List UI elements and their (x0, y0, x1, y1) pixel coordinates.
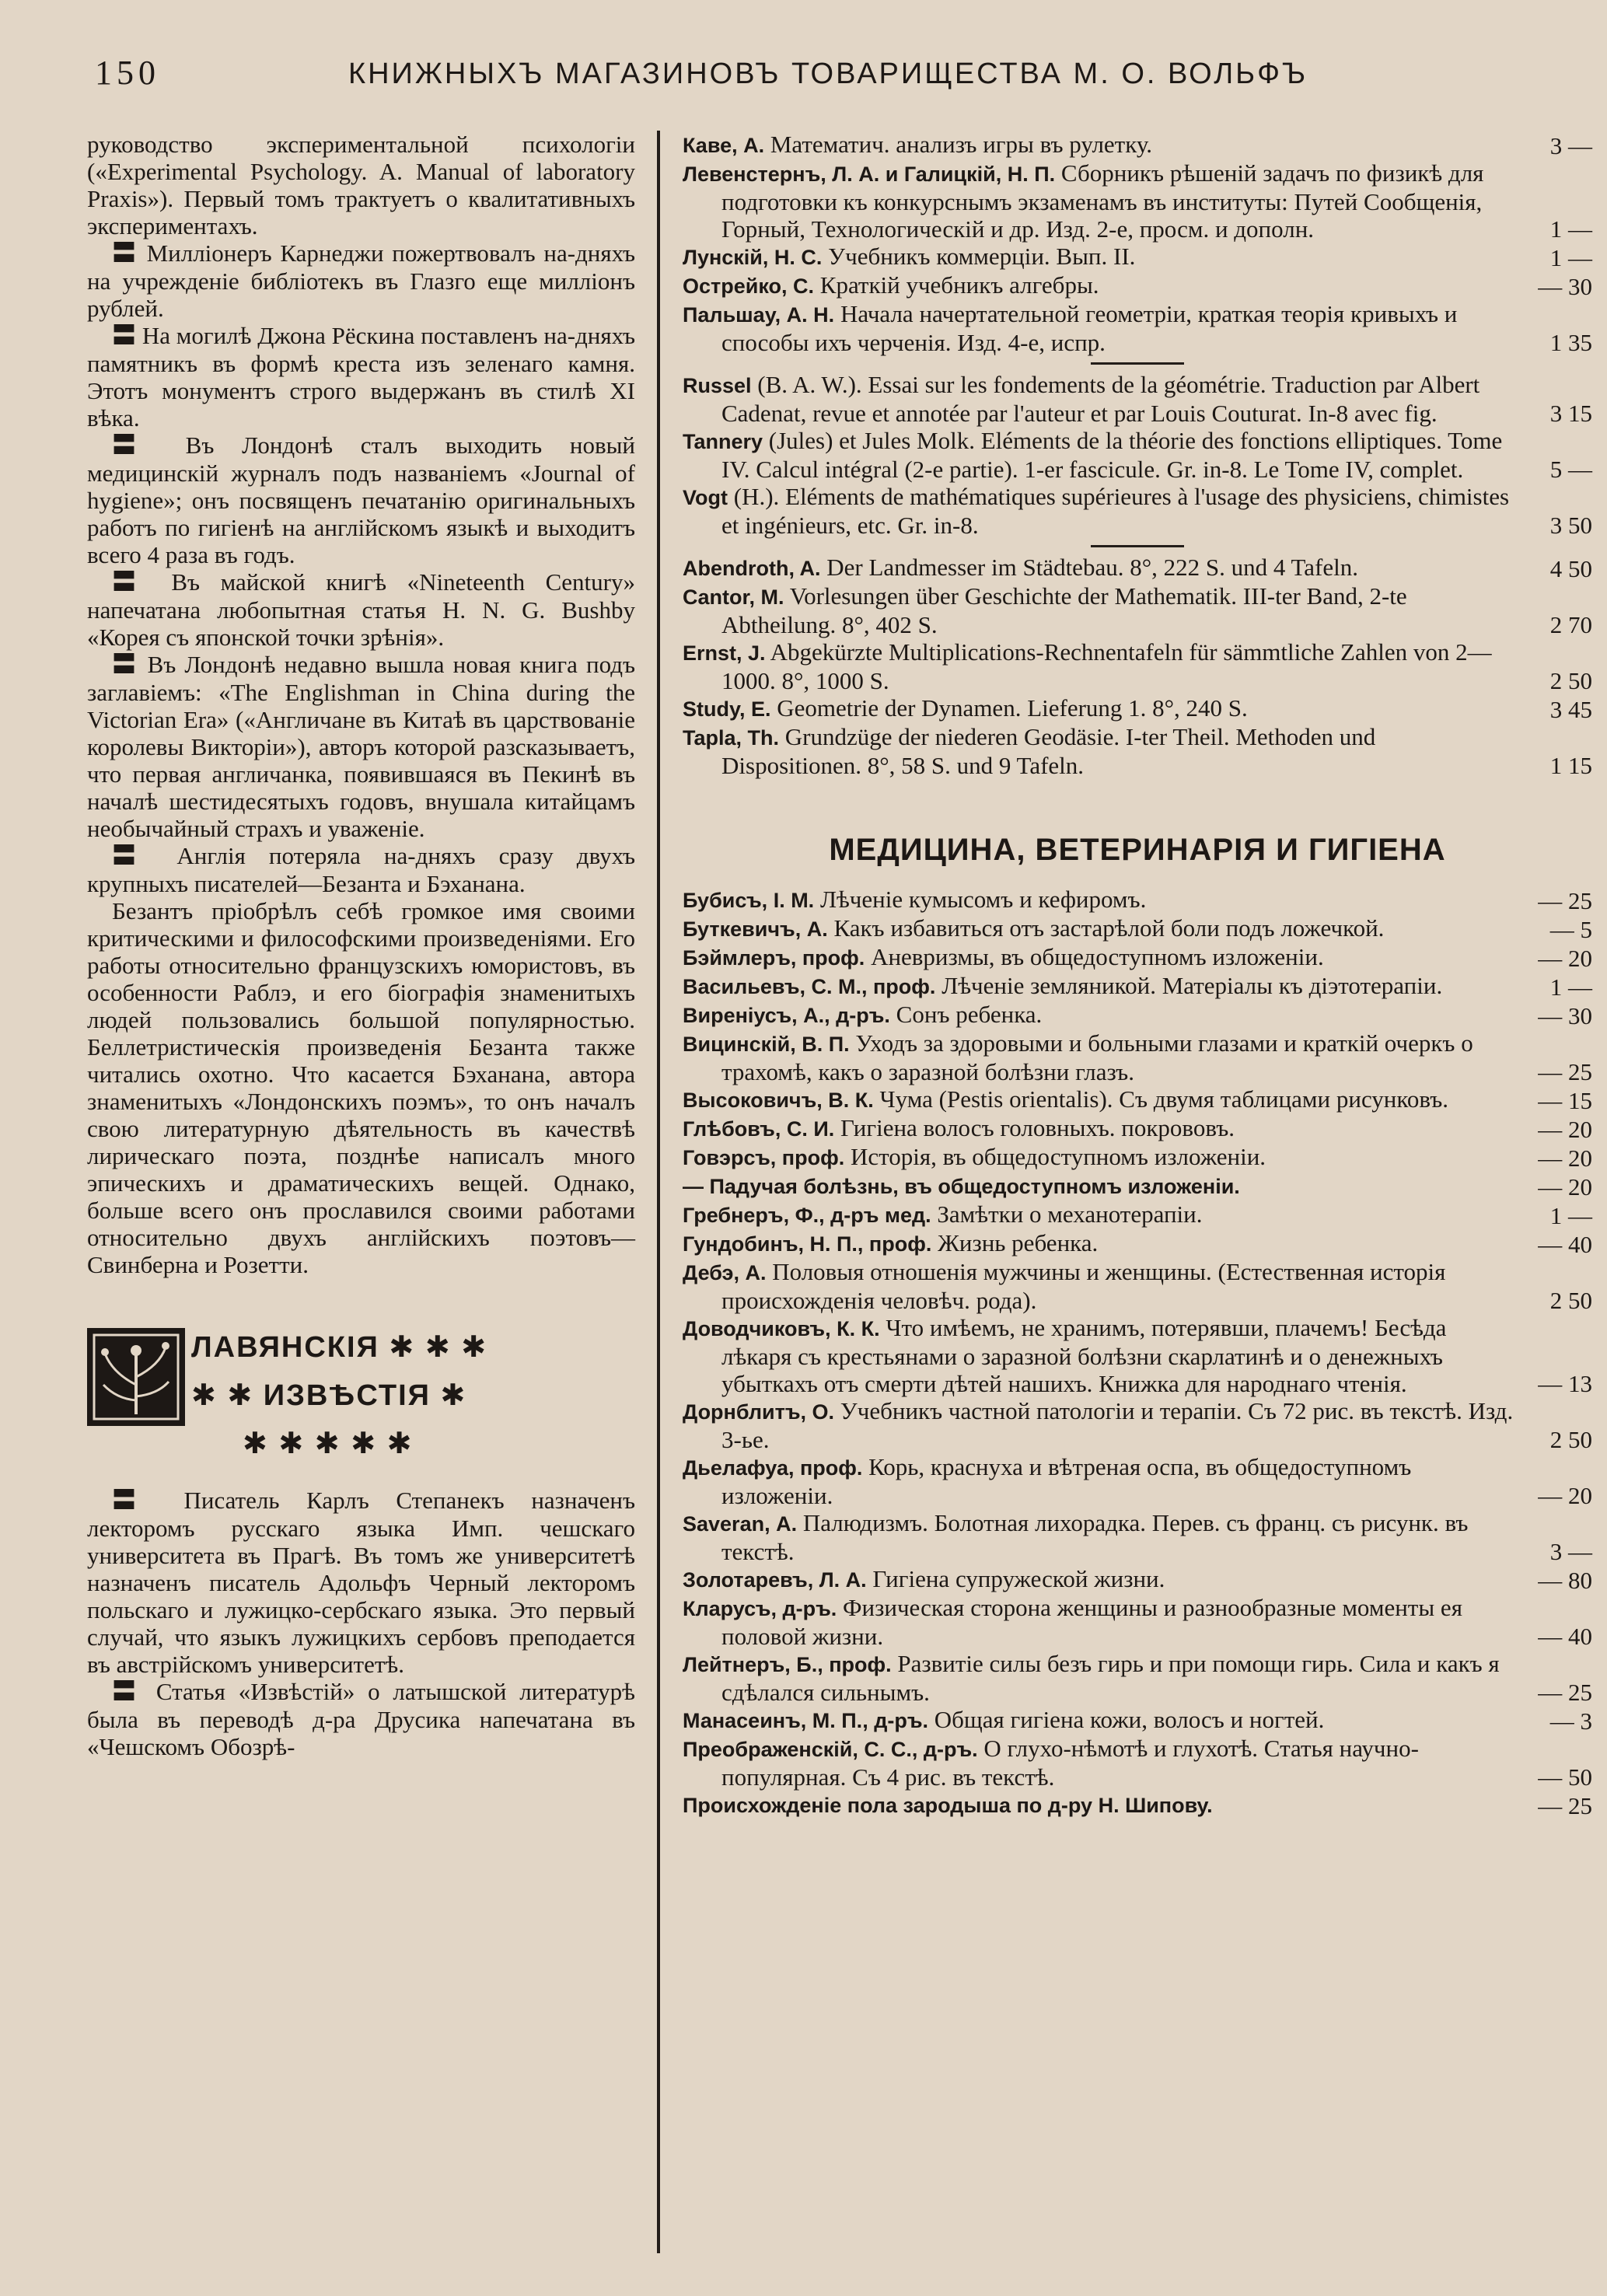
news-item (87, 239, 635, 322)
entry-price: 1 — (1549, 244, 1592, 271)
entry-author: Пальшау, А. Н. (683, 303, 835, 327)
entry-author: Ernst, J. (683, 641, 766, 665)
catalog-entry (683, 371, 1592, 427)
entry-author: Лунскій, Н. С. (683, 246, 823, 269)
entry-title: Физическая сторона женщины и разнообразные моменты ея половой жизни. (721, 1594, 1462, 1650)
news-item (87, 842, 635, 897)
entry-title: Замѣтки о механотерапіи. (937, 1200, 1203, 1228)
entry-title: (Jules) et Jules Molk. Eléments de la théorie des fonctions elliptiques. Tome IV. Calcul intégral (2-e partie). 1-er fascicule. Gr. in-8. Le Tome IV, complet. (721, 427, 1503, 483)
catalog-entry (683, 271, 1592, 300)
column-divider (657, 131, 660, 2253)
entry-title: Развитіе силы безъ гирь и при помощи гирь. Сила и какъ я сдѣлался сильнымъ. (721, 1650, 1500, 1706)
entry-title: Чума (Pestis orientalis). Съ двумя таблицами рисунковъ. (879, 1085, 1449, 1113)
entry-title: Grundzüge der niederen Geodäsie. I-ter Theil. Methoden und Dispositionen. 8°, 58 S. und 9 Tafeln. (721, 723, 1376, 779)
group-separator (1091, 362, 1184, 365)
entry-price: — 3 (1549, 1707, 1592, 1735)
catalog-entry (683, 1229, 1592, 1258)
right-column (683, 131, 1592, 1819)
page-number: 150 (95, 54, 160, 92)
entry-price: — 50 (1538, 1763, 1592, 1791)
slavic-heading-line: ✱ ✱ ИЗВѢСТІЯ ✱ (191, 1379, 467, 1412)
catalog-entry (683, 638, 1592, 694)
entry-title: Сборникъ рѣшеній задачъ по физикѣ для подготовки къ конкурснымъ экзаменамъ въ институты: Путей Сообщенія, Горный, Технологическій и др. Изд. 2-е, просм. и дополн. (721, 159, 1484, 243)
entry-title: Палюдизмъ. Болотная лихорадка. Перев. съ франц. съ рисунк. въ текстѣ. (721, 1509, 1469, 1565)
catalog-entry (683, 1735, 1592, 1791)
entry-author: Дьелафуа, проф. (683, 1456, 863, 1480)
entry-price: — 25 (1538, 1058, 1592, 1085)
news-mark-icon: 〓 (112, 842, 154, 870)
news-mark-icon: 〓 (112, 239, 138, 267)
entry-price: — 5 (1549, 916, 1592, 943)
catalog-entry (683, 1200, 1592, 1229)
entry-price: — 40 (1538, 1623, 1592, 1650)
catalog-entry (683, 943, 1592, 972)
entry-price: — 20 (1538, 1173, 1592, 1200)
news-list (87, 239, 635, 1278)
news-item (87, 322, 635, 432)
news-mark-icon: 〓 (112, 1487, 157, 1515)
entry-price: 3 45 (1549, 696, 1592, 723)
entry-author: Васильевъ, С. М., проф. (683, 975, 936, 998)
entry-author: Высоковичъ, В. К. (683, 1089, 874, 1112)
news-text: Въ Лондонѣ недавно вышла новая книга подъ заглавіемъ: «The Englishman in China during the Victorian Era» («Англичане въ Китаѣ въ царствованіе королевы Викторіи»), авторъ которой разсказываетъ, что первая англичанка, появившаяся въ Пекинѣ въ началѣ шестидесятыхъ годовъ, внушала китайцамъ необычайный страхъ и уваженіе. (87, 651, 636, 842)
entry-author: Бэймлеръ, проф. (683, 946, 865, 970)
entry-price: 1 35 (1549, 329, 1592, 356)
news-text: Англія потеряла на-дняхъ сразу двухъ крупныхъ писателей—Безанта и Бэханана. (87, 842, 636, 897)
news-item (87, 432, 635, 568)
catalog-entry (683, 1314, 1592, 1397)
opening-paragraph: руководство экспериментальной психологіи («Experimental Psychology. A. Manual of laboratory Praxis»). Первый томъ трактуетъ о квалитативныхъ экспериментахъ. (87, 131, 635, 239)
news-text: На могилѣ Джона Рёскина поставленъ на-дняхъ памятникъ въ формѣ креста изъ зеленаго камня. Этотъ монументъ строго выдержанъ въ стилѣ XI вѣка. (87, 322, 636, 432)
catalog-entry (683, 159, 1592, 243)
entry-title: (B. A. W.). Essai sur les fondements de la géométrie. Traduction par Albert Cadenat, revue et annotée par l'auteur et par Louis Couturat. In-8 avec fig. (721, 371, 1480, 427)
entry-title: Abgekürzte Multiplications-Rechnentafeln für sämmtliche Zahlen von 2—1000. 8°, 1000 S. (721, 638, 1492, 694)
entry-price: — 13 (1538, 1370, 1592, 1397)
entry-price: 5 — (1549, 456, 1592, 483)
entry-title: Что имѣемъ, не хранимъ, потерявши, плачемъ! Бесѣда лѣкаря съ крестьянами о заразной болѣзни скарлатинѣ и о денежныхъ убыткахъ отъ смерти дѣтей нашихъ. Книжка для народнаго чтенія. (721, 1314, 1447, 1397)
entry-author: Saveran, А. (683, 1512, 798, 1536)
section-title: МЕДИЦИНА, ВЕТЕРИНАРІЯ И ГИГІЕНА (829, 833, 1446, 867)
entry-author: Cantor, M. (683, 585, 784, 609)
catalog-entry (683, 1650, 1592, 1706)
news-item (87, 1678, 635, 1760)
entry-title: (H.). Eléments de mathématiques supérieures à l'usage des physiciens, chimistes et ingénieurs, etc. Gr. in-8. (721, 483, 1510, 539)
entry-author: Дорнблитъ, О. (683, 1400, 835, 1424)
entry-price: — 25 (1538, 1792, 1592, 1819)
news-text: Милліонеръ Карнеджи пожертвовалъ на-дняхъ на учрежденіе библіотекъ въ Глазго еще милліонъ рублей. (87, 239, 635, 322)
entry-author: Доводчиковъ, К. К. (683, 1317, 880, 1340)
catalog-entry (683, 1509, 1592, 1565)
catalog-entry (683, 1397, 1592, 1453)
news-mark-icon: 〓 (112, 1678, 144, 1706)
slavic-news-heading (87, 1328, 635, 1476)
catalog-entry (683, 1172, 1592, 1200)
catalog-entry (683, 243, 1592, 271)
catalog-entry (683, 1001, 1592, 1029)
catalog-entry (683, 886, 1592, 914)
entry-title: Гигіена волосъ головныхъ. покрововъ. (840, 1114, 1235, 1141)
entry-author: Каве, А. (683, 134, 765, 157)
entry-author: Abendroth, A. (683, 557, 821, 580)
entry-price: — 30 (1538, 273, 1592, 300)
entry-title: Geometrie der Dynamen. Lieferung 1. 8°, 240 S. (777, 694, 1248, 722)
news-text: Въ майской книгѣ «Nineteenth Century» напечатана любопытная статья H. N. G. Bushby «Корея съ японской точки зрѣнія». (87, 568, 635, 651)
entry-title: Аневризмы, въ общедоступномъ изложеніи. (871, 943, 1324, 970)
entry-price: — 25 (1538, 887, 1592, 914)
catalog-entry (683, 483, 1592, 539)
page-header (86, 47, 1570, 101)
entry-author: Вицинскій, В. П. (683, 1033, 850, 1056)
entry-title: Уходъ за здоровыми и больными глазами и краткій очеркъ о трахомѣ, какъ о заразной болѣзни глазъ. (721, 1029, 1473, 1085)
entry-price: — 15 (1538, 1087, 1592, 1114)
entry-author: Бубисъ, I. M. (683, 889, 815, 912)
entry-title: Vorlesungen über Geschichte der Mathematik. III-ter Band, 2-te Abtheilung. 8°, 402 S. (721, 582, 1407, 638)
entry-price: — 20 (1538, 1482, 1592, 1509)
catalog-entry (683, 1085, 1592, 1114)
entry-author: Tapla, Th. (683, 726, 780, 750)
entry-price: — 25 (1538, 1679, 1592, 1706)
entry-author: Гундобинъ, Н. П., проф. (683, 1232, 932, 1256)
news-item (87, 1487, 635, 1678)
news-text: Въ Лондонѣ сталъ выходить новый медицинскій журналъ подъ названіемъ «Journal of hygiene»; онъ посвященъ печатанію оригинальныхъ работъ по гигіенѣ на англійскомъ языкѣ и выходитъ всего 4 раза въ годъ. (87, 432, 636, 568)
entry-price: 1 — (1549, 973, 1592, 1001)
news-text: Писатель Карлъ Степанекъ назначенъ лекторомъ русскаго языка Имп. чешскаго университета въ Прагѣ. Въ томъ же университетѣ назначенъ писатель Адольфъ Черный лекторомъ польскаго и лужицко-сербскаго языка. Это первый случай, что языкъ лужицкихъ сербовъ преподается въ австрійскомъ университетѣ. (87, 1487, 636, 1678)
news-item (87, 568, 635, 651)
entry-price: — 20 (1538, 1145, 1592, 1172)
news-mark-icon: 〓 (112, 568, 151, 596)
news-mark-icon: 〓 (112, 651, 139, 679)
entry-author: Tannery (683, 430, 763, 453)
entry-price: — 20 (1538, 1116, 1592, 1143)
catalog-entry (683, 1029, 1592, 1085)
entry-title: Учебникъ коммерціи. Вып. II. (828, 243, 1136, 270)
entry-author: Глѣбовъ, С. И. (683, 1117, 835, 1141)
entry-title: Жизнь ребенка. (938, 1229, 1099, 1256)
entry-title: Der Landmesser im Städtebau. 8°, 222 S. und 4 Tafeln. (826, 554, 1359, 581)
catalog-entry (683, 1143, 1592, 1172)
entry-author: Дебэ, А. (683, 1261, 767, 1284)
entry-price: 1 — (1549, 215, 1592, 243)
entry-title: Какъ избавиться отъ застарѣлой боли подъ ложечкой. (833, 914, 1385, 942)
catalog-entry (683, 554, 1592, 582)
entry-price: 2 70 (1549, 611, 1592, 638)
entry-price: 3 50 (1549, 512, 1592, 539)
slavic-heading-line: ЛАВЯНСКІЯ ✱ ✱ ✱ (191, 1331, 488, 1364)
entry-price: — 20 (1538, 945, 1592, 972)
catalog-entry (683, 1791, 1592, 1819)
catalog-entry (683, 1258, 1592, 1314)
entry-author: Говэрсъ, проф. (683, 1146, 845, 1169)
besant-paragraph: Безантъ пріобрѣлъ себѣ громкое имя своими критическими и философскими произведеніями. Его работы относительно французскихъ юмористовъ, въ особенности Раблэ, и его біографія знаменитыхъ людей пользовались большой популярностью. Беллетристическія произведенія Безанта также читались охотно. Что касается Бэханана, автора знаменитыхъ «Лондонскихъ поэмъ», то онъ началъ свою литературную дѣятельность въ качествѣ лирическаго поэта, позднѣе написалъ много эпическихъ и драматическихъ вещей. Однако, больше всего онъ прославился своими работами относительно двухъ англійскихъ поэтовъ—Свинберна и Розетти. (87, 897, 635, 1278)
catalog-entry (683, 1706, 1592, 1735)
news-mark-icon: 〓 (112, 432, 158, 460)
entry-title: Учебникъ частной патологіи и терапіи. Съ 72 рис. въ текстѣ. Изд. 3-ье. (721, 1397, 1514, 1453)
group-separator (1091, 545, 1184, 547)
entry-author: Vogt (683, 486, 728, 509)
entry-title: Гигіена супружеской жизни. (872, 1565, 1165, 1592)
entry-title: Лѣченіе кумысомъ и кефиромъ. (819, 886, 1147, 913)
entry-author: Происхожденіе пола зародыша по д-ру Н. Шипову. (683, 1794, 1213, 1817)
entry-author: Лейтнеръ, Б., проф. (683, 1653, 892, 1676)
entry-price: 1 15 (1549, 752, 1592, 779)
catalog-group-medicine (683, 886, 1592, 1819)
entry-author: Russel (683, 374, 752, 397)
entry-price: — 40 (1538, 1231, 1592, 1258)
news-text: Статья «Извѣстій» о латышской литературѣ была въ переводѣ д-ра Друсика напечатана въ «Чешскомъ Обозрѣ- (87, 1678, 636, 1760)
news-item (87, 651, 635, 842)
entry-price: — 30 (1538, 1002, 1592, 1029)
entry-title: Общая гигіена кожи, волосъ и ногтей. (934, 1706, 1325, 1733)
entry-price: 2 50 (1549, 1426, 1592, 1453)
catalog-entry (683, 694, 1592, 723)
entry-author: Преображенскій, С. С., д-ръ. (683, 1738, 978, 1761)
entry-price: 1 — (1549, 1202, 1592, 1229)
floral-ornament-icon (87, 1328, 185, 1426)
entry-title: Математич. анализъ игры въ рулетку. (770, 131, 1152, 158)
entry-title: Сонъ ребенка. (896, 1001, 1043, 1028)
entry-author: Буткевичъ, А. (683, 917, 828, 941)
entry-author: Острейко, С. (683, 274, 815, 298)
entry-title: Исторія, въ общедоступномъ изложеніи. (850, 1143, 1266, 1170)
left-column (87, 131, 635, 1760)
entry-author: Левенстернъ, Л. А. и Галицкій, Н. П. (683, 163, 1056, 186)
entry-author: Манасеинъ, М. П., д-ръ. (683, 1709, 928, 1732)
catalog-entry (683, 723, 1592, 779)
entry-title: Лѣченіе земляникой. Матеріалы къ діэтотерапіи. (941, 972, 1443, 999)
entry-price: — 80 (1538, 1567, 1592, 1594)
entry-author: Гребнеръ, Ф., д-ръ мед. (683, 1204, 931, 1227)
catalog-entry (683, 914, 1592, 943)
catalog-entry (683, 1594, 1592, 1650)
entry-title: Половыя отношенія мужчины и женщины. (Естественная исторія происхожденія человѣч. рода). (721, 1258, 1446, 1314)
news-mark-icon: 〓 (112, 322, 137, 350)
catalog-entry (683, 582, 1592, 638)
catalog-entry (683, 1565, 1592, 1594)
catalog-entry (683, 972, 1592, 1001)
entry-author: Золотаревъ, Л. А. (683, 1568, 867, 1592)
entry-price: 3 — (1549, 1538, 1592, 1565)
entry-price: 3 — (1549, 132, 1592, 159)
entry-author: Study, E. (683, 697, 771, 721)
entry-title: Корь, краснуха и вѣтреная оспа, въ общедоступномъ изложеніи. (721, 1453, 1412, 1509)
entry-title: Краткій учебникъ алгебры. (819, 271, 1099, 299)
catalog-entry (683, 1114, 1592, 1143)
catalog-group-math-de (683, 554, 1592, 779)
slavic-heading-line: ✱ ✱ ✱ ✱ ✱ (243, 1428, 414, 1460)
catalog-entry (683, 131, 1592, 159)
entry-price: 2 50 (1549, 667, 1592, 694)
entry-price: 4 50 (1549, 555, 1592, 582)
entry-price: 3 15 (1549, 400, 1592, 427)
entry-price: 2 50 (1549, 1287, 1592, 1314)
catalog-group-math-ru (683, 131, 1592, 356)
catalog-entry (683, 427, 1592, 483)
entry-title: Начала начертательной геометріи, краткая теорія кривыхъ и способы ихъ черченія. Изд. 4-е, испр. (721, 300, 1458, 356)
entry-author: Кларусъ, д-ръ. (683, 1597, 837, 1620)
catalog-group-math-fr (683, 371, 1592, 539)
running-head: КНИЖНЫХЪ МАГАЗИНОВЪ ТОВАРИЩЕСТВА М. О. ВОЛЬФЪ (348, 58, 1308, 90)
entry-author: Виреніусъ, А., д-ръ. (683, 1004, 890, 1027)
entry-title: О глухо-нѣмотѣ и глухотѣ. Статья научно-популярная. Съ 4 рис. въ текстѣ. (721, 1735, 1419, 1791)
catalog-entry (683, 300, 1592, 356)
catalog-entry (683, 1453, 1592, 1509)
slavic-news-list (87, 1487, 635, 1760)
entry-author: — Падучая болѣзнь, въ общедоступномъ изложеніи. (683, 1175, 1240, 1198)
